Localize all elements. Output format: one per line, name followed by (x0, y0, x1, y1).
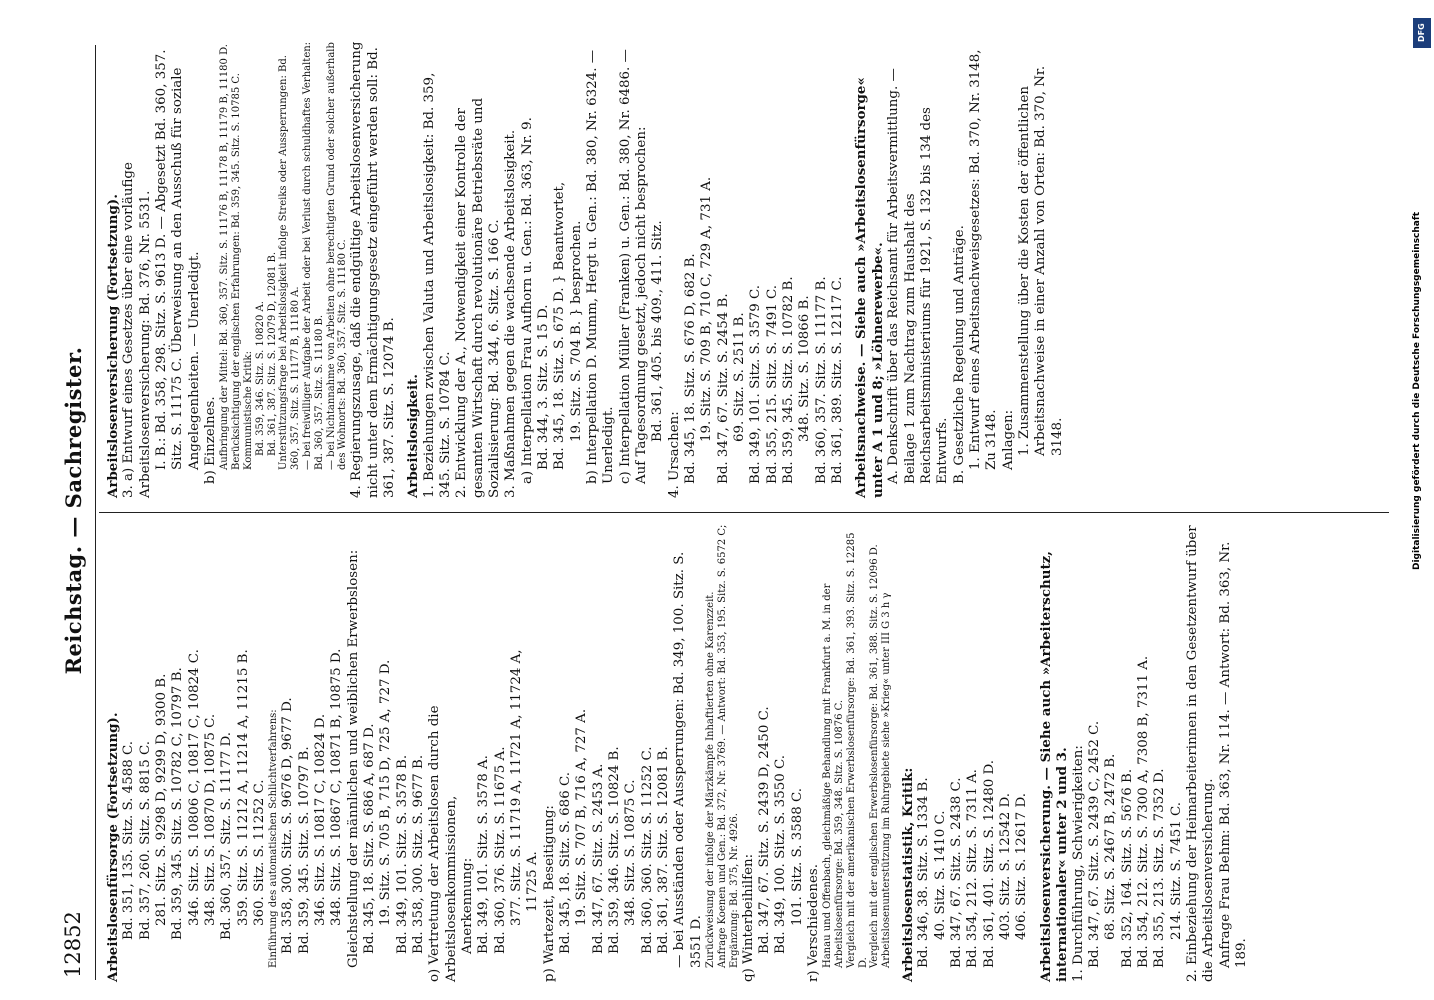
index-line (398, 40, 405, 498)
index-line: Arbeitslosenunterstützung im Ruhrgebiete siehe »Krieg« unter III G 3 h γ (881, 592, 893, 968)
index-line: I. B.: Bd. 358, 298. Sitz. S. 9613 D. — Abgesetzt Bd. 360, 357. Sitz. S. 11175 C. Überweisung an den Ausschuß für soziale Angelegenheiten. — Unerledigt. (154, 49, 202, 470)
index-line: Bd. 349, 101. Sitz. S. 3578 B. (394, 754, 410, 954)
header-rule (95, 45, 96, 980)
index-line: 360. Sitz. S. 11252 C. (252, 779, 268, 926)
column-divider (99, 512, 1389, 513)
index-line: 1. Entwurf eines Arbeitsnachweisgesetzes: Bd. 370, Nr. 3148, Zu 3148. (967, 49, 1000, 470)
index-line: Einführung des automatischen Schlichtverfahrens: (268, 709, 280, 968)
index-line: — bei Ausständen oder Aussperrungen: Bd. 349, 100. Sitz. S. 3551 D. (672, 551, 704, 968)
index-line: Bd. 352, 164. Sitz. S. 5676 B. (1119, 768, 1135, 968)
index-line: b) Einzelnes. (203, 396, 219, 484)
index-line: 2. Entwicklung der A., Notwendigkeit einer Kontrolle der gesamten Wirtschaft durch revolutionäre Betriebsräte und Sozialisierung: Bd. 344, 6. Sitz. S. 166 C. (454, 97, 502, 498)
index-line: 11725 A. (525, 851, 541, 912)
index-line: Bd. 355, 215. Sitz. S. 7491 C. (764, 284, 780, 484)
page-header (55, 33, 95, 988)
index-line: Bd. 349, 100. Sitz. S. 3550 C. (773, 754, 789, 954)
index-line: 214. Sitz. S. 7451 C. (1168, 801, 1184, 940)
index-line: Bd. 359, 345. Sitz. S. 10782 B. (781, 276, 797, 484)
index-line: 1. Zusammenstellung über die Kosten der öffentlichen Arbeitsnachweise in einer Anzahl von Orten: Bd. 370, Nr. 3148. (1016, 65, 1065, 456)
index-line: Aufbringung der Mittel: Bd. 360, 357. Sitz. S. 11176 B, 11178 B, 11179 B, 11180 D. (219, 44, 231, 470)
index-line: Hanau und Offenbach, gleichmäßige Behandlung mit Frankfurt a. M. in der Arbeitslosenfürsorge: Bd. 359, 348. Sitz. S. 10876 C. (822, 583, 846, 968)
index-line: Anlagen: (1000, 409, 1016, 470)
index-line: B. Gesetzliche Regelung und Anträge. (951, 225, 967, 484)
index-line: Unterstützungsfrage bei Arbeitslosigkeit infolge Streiks oder Aussperrungen: Bd. 360, 357. Sitz. S. 11177 B, 11180 A. (278, 55, 302, 470)
index-line: Bd. 359, 345. Sitz. S. 10797 B. (296, 746, 312, 954)
index-line: 3. Maßnahmen gegen die wachsende Arbeitslosigkeit. (503, 129, 519, 498)
index-line: 403. Sitz. S. 12542 D. (998, 792, 1014, 940)
index-line: a) Interpellation Frau Aufhorn u. Gen.: Bd. 363, Nr. 9. (519, 117, 535, 484)
index-line: Bd. 357, 260. Sitz. S. 8815 C. (137, 740, 153, 940)
running-title: Reichstag. — Sachregister. (61, 346, 86, 675)
index-line: Bd. 344, 3. Sitz. S. 15 D. (535, 304, 551, 470)
dfg-logo: DFG (1413, 18, 1431, 48)
index-line: 40. Sitz. S. 1410 C. (932, 810, 948, 940)
index-line: Bd. 359, 345. Sitz. S. 10782 C, 10797 B. (170, 667, 186, 940)
index-line: Bd. 349, 101. Sitz. S. 3579 C. (748, 284, 764, 484)
index-line: c) Interpellation Müller (Franken) u. Gen.: Bd. 380, Nr. 6486. — Auf Tagesordnung gesetzt, jedoch nicht besprochen: (617, 49, 650, 484)
index-line: Bd. 345, 18. Sitz. S. 686 A, 687 D. (361, 723, 377, 954)
index-line: 3. a) Entwurf eines Gesetzes über eine vorläufige Arbeitslosenversicherung: Bd. 376, Nr. 5531. (121, 162, 153, 498)
index-line (1031, 524, 1038, 982)
index-line: Bd. 347, 67. Sitz. S. 2438 C. (949, 777, 965, 968)
index-line: 348. Sitz. S. 10867 C, 10871 B, 10875 D. (329, 648, 345, 926)
entry-heading: Arbeitslosenversicherung. — Siehe auch »Arbeiterschutz, internationaler« unter 2 und 3. (1037, 551, 1071, 982)
index-line: 346. Sitz. S. 10806 C, 10817 C, 10824 C. (186, 649, 202, 926)
index-line: — bei Nichtannahme von Arbeiten ohne berechtigten Grund oder solcher außerhalb des Wohnorts: Bd. 360, 357. Sitz. S. 11180 C. (325, 42, 349, 470)
index-line: 377. Sitz. S. 11719 A, 11721 A, 11724 A, (509, 649, 525, 926)
index-line: Kommunistische Kritik: (243, 351, 254, 470)
index-line: Bd. 349, 101. Sitz. S. 3578 A. (476, 755, 492, 954)
index-line: 4. Regierungszusage, daß die endgültige Arbeitslosenversicherung nicht unter dem Ermächtigungsgesetz eingeführt werden soll: Bd. 361, 387. Sitz. S. 12074 B. (349, 41, 397, 498)
index-line: 68. Sitz. S. 2467 B, 2472 B. (1103, 753, 1119, 940)
index-line: 19. Sitz. S. 707 B, 716 A, 727 A. (574, 708, 590, 926)
index-line: Bd. 360, 357. Sitz. S. 11177 D. (219, 731, 235, 940)
credit-text: Digitalisierung gefördert durch die Deutsche Forschungsgemeinschaft (1412, 211, 1422, 570)
index-line: Bd. 355, 213. Sitz. S. 7352 D. (1152, 768, 1168, 968)
index-line: Bd. 347, 67. Sitz. S. 2439 C, 2452 C. (1086, 720, 1102, 968)
index-line: Anfrage Koenen und Gen.: Bd. 372, Nr. 3769. — Antwort: Bd. 353, 195. Sitz. S. 6572 C; Ergänzung: Bd. 375, Nr. 4926. (716, 524, 740, 968)
index-line: Bd. 354, 212. Sitz. S. 7311 A. (965, 769, 981, 968)
index-line: 348. Sitz. S. 10870 D, 10875 C. (203, 713, 219, 926)
index-line: 348. Sitz. S. 10875 C. (623, 779, 639, 926)
index-line: 4. Ursachen: (666, 411, 682, 498)
index-line: — bei freiwilliger Aufgabe der Arbeit oder bei Verlust durch schuldhaftes Verhalten: Bd. 360, 357. Sitz. S. 11180 B. (301, 41, 325, 470)
index-line: Bd. 361, 387. Sitz. S. 12081 B. (656, 746, 672, 954)
index-line: Berücksichtigung der englischen Erfahrungen: Bd. 359, 345. Sitz. S. 10785 C. (231, 73, 243, 470)
index-line: b) Interpellation D. Mumm, Hergt u. Gen.: Bd. 380, Nr. 6324. — Unerledigt. (584, 49, 617, 484)
index-line: 1. Beziehungen zwischen Valuta und Arbeitslosigkeit: Bd. 359, 345. Sitz. S. 10784 C. (421, 72, 453, 498)
index-line: Bd. 361, 389. Sitz. S. 12117 C. (830, 276, 846, 484)
index-line: Anerkennung: (460, 857, 476, 954)
index-line: Bd. 360, 360. Sitz. S. 11252 C. (639, 746, 655, 954)
index-line: 281. Sitz. S. 9298 D, 9299 D, 9300 B. (154, 673, 170, 926)
page-number: 12852 (61, 911, 85, 978)
index-line: 19. Sitz. S. 704 B. } besprochen. (568, 220, 584, 442)
entry-heading: Arbeitslosenstatistik, Kritik: (900, 767, 917, 982)
index-line: p) Wartezeit, Beseitigung: (541, 805, 557, 982)
index-line: Bd. 358, 300. Sitz. S. 9676 D, 9677 D. (280, 697, 296, 954)
entry-heading: Arbeitslosenfürsorge (Fortsetzung). (105, 712, 121, 982)
index-line: Zurückweisung der infolge der Märzkämpfe Inhaftierten ohne Karenzzeit. (705, 591, 717, 968)
index-line: Bd. 361, 387. Sitz. S. 12079 D, 12081 B. (266, 251, 278, 456)
index-line: Bd. 359, 346. Sitz. S. 10820 A. (254, 301, 266, 456)
index-line: Bd. 361, 405. bis 409., 411. Sitz. (650, 220, 666, 442)
left-column (105, 524, 1250, 982)
index-line (846, 40, 853, 498)
index-line: Gleichstellung der männlichen und weiblichen Erwerbslosen: (345, 549, 361, 968)
index-line: Bd. 346, 38. Sitz. S. 1334 B. (916, 777, 932, 968)
right-column (105, 40, 1066, 498)
entry-heading: Arbeitslosigkeit. (405, 374, 422, 498)
index-line: 348. Sitz. S. 10866 B. (797, 295, 813, 442)
index-line: A. Denkschrift über das Reichsamt für Arbeitsvermittlung. — Beilage 1 zum Nachtrag zum Haushalt des Reichsarbeitsministeriums für 1921, S. 132 bis 134 des Entwurfs. (886, 68, 951, 484)
index-line: 1. Durchführung, Schwierigkeiten: (1070, 745, 1086, 982)
index-line: Bd. 347, 67. Sitz. S. 2439 D, 2450 C. (756, 706, 772, 954)
index-line: Bd. 354, 212. Sitz. S. 7300 A, 7308 B, 7311 A. (1135, 655, 1151, 968)
index-line: o) Vertretung der Arbeitslosen durch die Arbeitslosenkommissionen, (427, 705, 459, 982)
index-line: q) Winterbeihilfen: (740, 853, 756, 982)
index-line: 406. Sitz. S. 12617 D. (1014, 792, 1030, 940)
index-line: Bd. 351, 135. Sitz. S. 4588 C. (121, 740, 137, 940)
index-line: Bd. 361, 401. Sitz. S. 12480 D. (981, 759, 997, 968)
index-line: 101. Sitz. S. 3588 C. (789, 787, 805, 926)
index-line: Bd. 360, 376. Sitz. S. 11675 A. (492, 746, 508, 954)
index-line: 69. Sitz. S. 2511 B. (732, 312, 748, 442)
index-line: Vergleich mit der englischen Erwerbslosenfürsorge: Bd. 361, 388. Sitz. S. 12096 D. (869, 544, 881, 968)
rotated-page (55, 33, 1415, 988)
index-line: Anfrage Frau Behm: Bd. 363, Nr. 114. — Antwort: Bd. 363, Nr. 189. (1217, 541, 1249, 968)
index-line: Bd. 359, 346. Sitz. S. 10824 B. (607, 746, 623, 954)
index-line: Bd. 345, 18. Sitz. S. 686 C. (558, 771, 574, 954)
index-line: Vergleich mit der amerikanischen Erwerbslosenfürsorge: Bd. 361, 393. Sitz. S. 12285 D. (845, 532, 869, 968)
entry-heading: Arbeitslosenversicherung (Fortsetzung). (105, 194, 121, 498)
index-line: 359. Sitz. S. 11212 A, 11214 A, 11215 B. (235, 649, 251, 926)
index-line: 19. Sitz. S. 709 B, 710 C, 729 A, 731 A. (699, 176, 715, 442)
index-line: Bd. 345, 18. Sitz. S. 675 D. } Beantwortet, (552, 181, 568, 470)
index-line: 2. Einbeziehung der Heimarbeiterinnen in den Gesetzentwurf über die Arbeitslosenversicherung. (1184, 525, 1217, 982)
index-line: r) Verschiedenes. (805, 863, 821, 982)
index-line: Bd. 358, 300. Sitz. S. 9677 B. (410, 754, 426, 954)
index-line: Bd. 345, 18. Sitz. S. 676 D, 682 B. (683, 253, 699, 484)
index-line: 19. Sitz. S. 705 B, 715 D, 725 A, 727 D. (378, 659, 394, 926)
index-line (893, 524, 900, 982)
index-line: Bd. 360, 357. Sitz. S. 11177 B. (813, 276, 829, 484)
entry-heading: Arbeitsnachweise. — Siehe auch »Arbeitslosenfürsorge« unter A 1 und 8; »Löhnerewerbe«. (853, 77, 886, 498)
index-line: Bd. 347, 67. Sitz. S. 2454 B. (715, 293, 731, 484)
digitization-credit (1410, 10, 1434, 990)
index-line: 346. Sitz. S. 10817 C, 10824 D. (312, 713, 328, 926)
index-line: Bd. 347, 67. Sitz. S. 2453 A. (590, 763, 606, 954)
